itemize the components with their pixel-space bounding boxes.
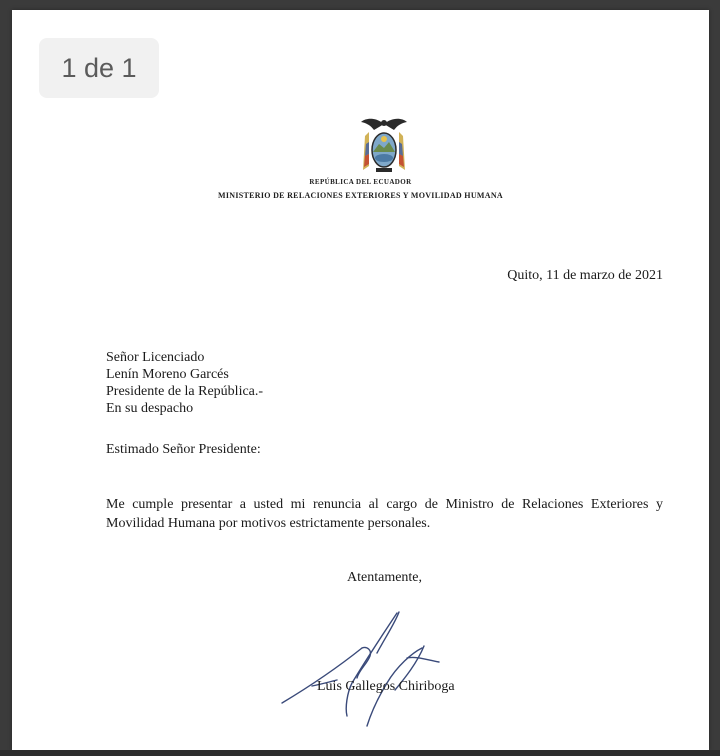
closing: Atentamente,	[347, 570, 423, 585]
recipient-block	[106, 349, 263, 417]
recipient-line: Lenín Moreno Garcés	[106, 367, 229, 382]
body-line: Me cumple presentar a usted mi renuncia al cargo de Ministro de Relaciones Exteriores y	[106, 497, 663, 512]
page-indicator: 1 de 1	[39, 38, 159, 98]
recipient-line: Presidente de la República.-	[106, 384, 264, 399]
body-line: Movilidad Humana por motivos estrictamente personales.	[106, 516, 431, 531]
signer-name: Luis Gallegos Chiriboga	[317, 679, 455, 694]
document-page	[12, 10, 709, 750]
recipient-line: En su despacho	[106, 401, 194, 416]
letterhead-ministry: MINISTERIO DE RELACIONES EXTERIORES Y MOVILIDAD HUMANA	[218, 191, 503, 200]
recipient-line: Señor Licenciado	[106, 350, 205, 365]
letter-body	[106, 495, 663, 533]
letterhead-country: REPÚBLICA DEL ECUADOR	[309, 178, 412, 186]
handwritten-signature	[267, 598, 457, 733]
coat-of-arms-icon	[359, 114, 409, 178]
salutation: Estimado Señor Presidente:	[106, 442, 261, 457]
viewer-bottom-bar	[0, 750, 720, 756]
letter-date: Quito, 11 de marzo de 2021	[507, 268, 663, 283]
